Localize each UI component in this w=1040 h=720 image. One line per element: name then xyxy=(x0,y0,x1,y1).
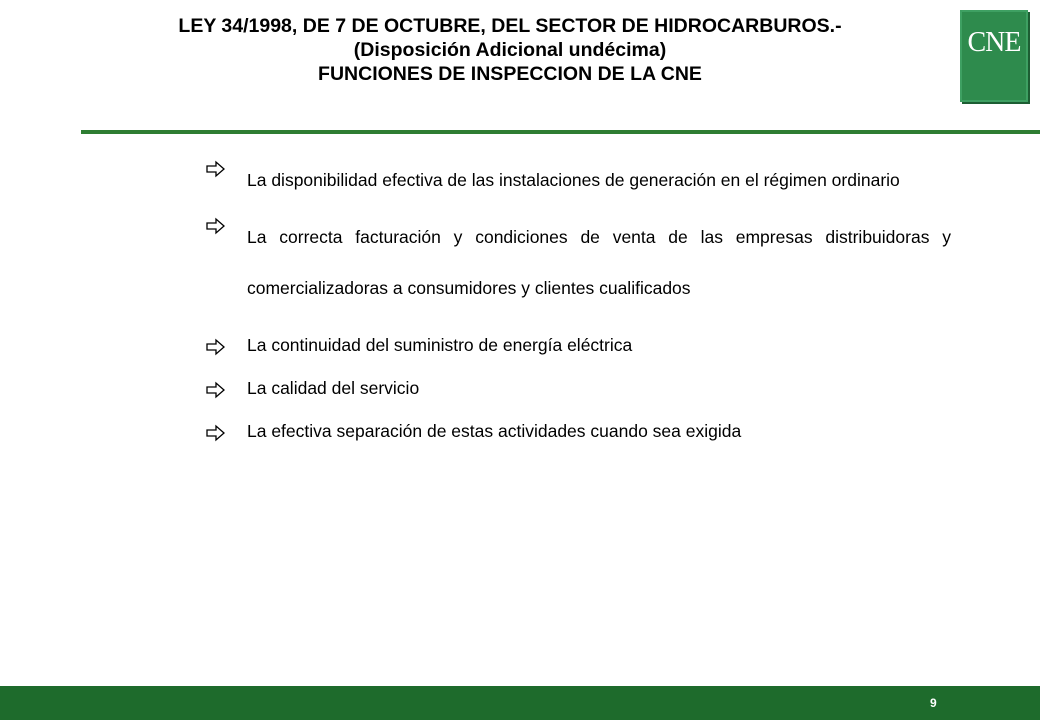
footer-bar xyxy=(0,686,1040,720)
list-item-text: La efectiva separación de estas actividades cuando sea exigida xyxy=(247,421,742,441)
inspection-functions-list xyxy=(205,168,951,462)
outline-arrow-icon xyxy=(205,158,227,180)
cne-logo xyxy=(960,10,1028,102)
list-item xyxy=(205,333,951,357)
title-line-1: LEY 34/1998, DE 7 DE OCTUBRE, DEL SECTOR DE HIDROCARBUROS.- xyxy=(178,15,842,37)
outline-arrow-icon xyxy=(205,215,227,237)
list-item-text: La continuidad del suministro de energía eléctrica xyxy=(247,335,633,355)
list-item xyxy=(205,155,951,206)
outline-arrow-icon xyxy=(205,422,227,444)
title-line-2: (Disposición Adicional undécima) xyxy=(353,39,667,61)
list-item xyxy=(205,419,951,443)
outline-arrow-icon xyxy=(205,379,227,401)
header-divider xyxy=(81,130,1040,134)
slide-title xyxy=(60,14,960,86)
page-number: 9 xyxy=(930,696,937,710)
list-item xyxy=(205,376,951,400)
list-item-text: La correcta facturación y condiciones de venta de las empresas distribuidoras y comercializadoras a consumidores y clientes cualificados xyxy=(247,227,951,298)
list-item-text: La disponibilidad efectiva de las instalaciones de generación en el régimen ordinario xyxy=(247,170,900,190)
list-item-text: La calidad del servicio xyxy=(247,378,420,398)
title-line-3: FUNCIONES DE INSPECCION DE LA CNE xyxy=(318,63,702,85)
outline-arrow-icon xyxy=(205,336,227,358)
list-item xyxy=(205,212,951,314)
logo-text: CNE xyxy=(967,27,1021,58)
